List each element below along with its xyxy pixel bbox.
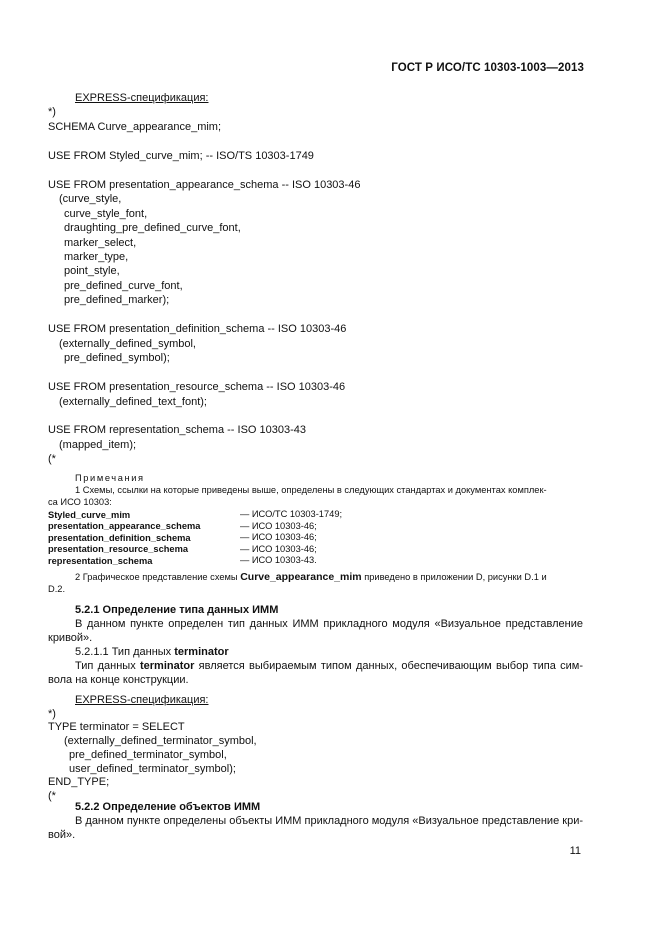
section-5-2-1-1-heading: 5.2.1.1 Тип данных terminator — [75, 646, 229, 658]
use-from-appearance-schema: USE FROM presentation_appearance_schema -- ISO 10303-46 — [48, 179, 361, 191]
use-item: curve_style_font, — [64, 208, 148, 220]
use-item: draughting_pre_defined_curve_font, — [64, 222, 241, 234]
ref-schema-name: Styled_curve_mim — [48, 510, 131, 520]
section-5-2-2-heading: 5.2.2 Определение объектов ИММ — [75, 801, 261, 813]
use-from-representation-schema: USE FROM representation_schema -- ISO 10303-43 — [48, 424, 307, 436]
select-item: user_defined_terminator_symbol); — [69, 763, 236, 775]
comment-open: (* — [48, 790, 56, 802]
end-type: END_TYPE; — [48, 776, 110, 788]
ref-doc: — ИСО 10303-43. — [240, 555, 317, 565]
note-2-text: 2 Графическое представление схемы Curve_appearance_mim приведено в приложении D, рисунки D.1 и — [75, 571, 547, 583]
section-5-2-1-text: В данном пункте определен тип данных ИММ прикладного модуля «Визуальное представление кривой». — [48, 618, 583, 644]
express-heading: EXPRESS-спецификация: — [75, 694, 209, 706]
use-item: (mapped_item); — [59, 439, 137, 451]
use-item: pre_defined_symbol); — [64, 352, 170, 364]
use-item: marker_select, — [64, 237, 137, 249]
type-declaration: TYPE terminator = SELECT — [48, 721, 185, 733]
ref-schema-name: presentation_appearance_schema — [48, 521, 201, 531]
select-item: (externally_defined_terminator_symbol, — [64, 735, 257, 747]
schema-line: SCHEMA Curve_appearance_mim; — [48, 121, 222, 133]
ref-doc: — ИСО/ТС 10303-1749; — [240, 509, 343, 519]
use-from-definition-schema: USE FROM presentation_definition_schema -- ISO 10303-46 — [48, 323, 347, 335]
document-header: ГОСТ Р ИСО/ТС 10303-1003—2013 — [391, 62, 584, 74]
note-1-text-cont: са ИСО 10303: — [48, 497, 112, 507]
ref-schema-name: presentation_definition_schema — [48, 533, 191, 543]
use-item: point_style, — [64, 265, 120, 277]
use-item: (curve_style, — [59, 193, 122, 205]
ref-schema-name: representation_schema — [48, 556, 153, 566]
page-number: 11 — [569, 845, 581, 857]
notes-heading: Примечания — [75, 473, 145, 483]
note-2-text-cont: D.2. — [48, 584, 66, 594]
use-item: marker_type, — [64, 251, 129, 263]
comment-open: (* — [48, 453, 56, 465]
use-item: pre_defined_curve_font, — [64, 280, 183, 292]
ref-doc: — ИСО 10303-46; — [240, 521, 317, 531]
ref-doc: — ИСО 10303-46; — [240, 544, 317, 554]
ref-doc: — ИСО 10303-46; — [240, 532, 317, 542]
comment-close: *) — [48, 708, 56, 720]
section-5-2-1-heading: 5.2.1 Определение типа данных ИММ — [75, 604, 279, 616]
use-from-styled-curve: USE FROM Styled_curve_mim; -- ISO/TS 10303-1749 — [48, 150, 314, 162]
section-5-2-2-text: В данном пункте определены объекты ИММ прикладного модуля «Визуальное представление кри-вой». — [48, 815, 583, 841]
select-item: pre_defined_terminator_symbol, — [69, 749, 227, 761]
comment-close: *) — [48, 106, 56, 118]
use-item: pre_defined_marker); — [64, 294, 170, 306]
terminator-description: Тип данных terminator является выбираемым типом данных, обеспечивающим выбор типа сим-вола на конце конструкции. — [48, 660, 584, 686]
ref-schema-name: presentation_resource_schema — [48, 544, 189, 554]
note-1-text: 1 Схемы, ссылки на которые приведены выше, определены в следующих стандартах и документах комплек- — [75, 485, 547, 495]
express-heading: EXPRESS-спецификация: — [75, 92, 209, 104]
use-item: (externally_defined_text_font); — [59, 396, 207, 408]
use-item: (externally_defined_symbol, — [59, 338, 196, 350]
use-from-resource-schema: USE FROM presentation_resource_schema -- ISO 10303-46 — [48, 381, 346, 393]
